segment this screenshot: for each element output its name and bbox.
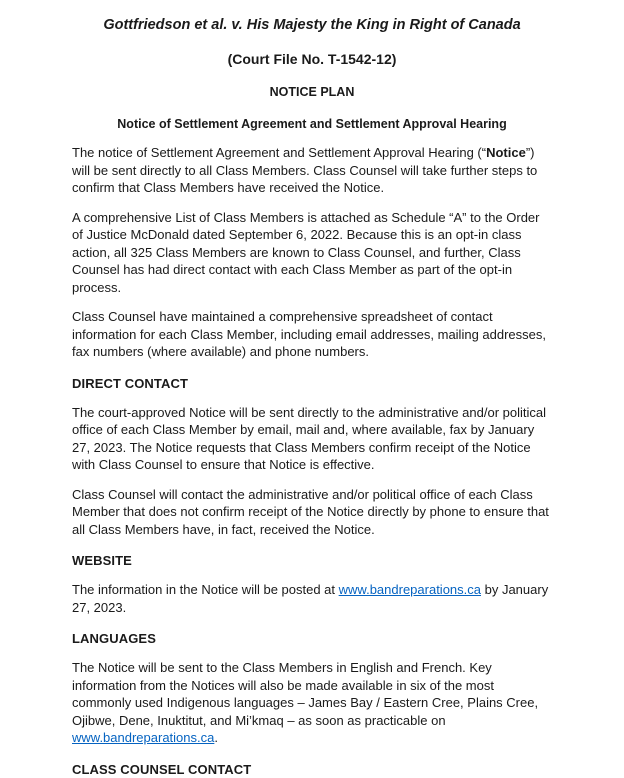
paragraph [72,209,552,297]
text-run: A comprehensive List of Class Members is attached as Schedule “A” to the Order of Justice McDonald dated September 6, 2022. Because this is an opt-in class action, all 325 Class Members are known to Class Counsel, and further, Class Counsel has had direct contact with each Class Member as part of the opt-in process. [72,209,540,295]
bandreparations-link[interactable]: www.bandreparations.ca [72,730,215,745]
paragraph [72,659,552,747]
paragraph [72,486,552,539]
section-heading: WEBSITE [72,553,132,568]
document-title: NOTICE PLAN [269,85,355,99]
text-run: ”) will be sent directly to all Class Members. Class Counsel will take further steps to confirm that Class Members have received the Notice. [72,145,538,195]
bold-text-run: Notice [486,145,526,160]
text-run: Class Counsel have maintained a comprehensive spreadsheet of contact information for each Class Member, including email addresses, mailing addresses, fax numbers (where available) and phone numbers. [72,309,546,359]
paragraph [72,404,552,474]
section-heading: DIRECT CONTACT [72,375,188,391]
document-body [72,144,552,778]
paragraph [72,308,552,361]
court-file-number: (Court File No. T-1542-12) [227,51,397,67]
section-heading: CLASS COUNSEL CONTACT [72,761,252,777]
paragraph [72,581,552,616]
section-heading: LANGUAGES [72,631,156,646]
bandreparations-link[interactable]: www.bandreparations.ca [338,582,481,597]
text-run: The Notice will be sent to the Class Members in English and French. Key information from the Notices will also be made available in six of the most commonly used Indigenous languages – James Bay / Eastern Cree, Plains Cree, Ojibwe, Dene, Inuktitut, and Mi’kmaq – as soon as practicable on [72,660,539,728]
text-run: . [214,730,218,745]
text-run: Class Counsel will contact the administrative and/or political office of each Class Member that does not confirm receipt of the Notice directly by phone to ensure that all Class Members have, in fact, received the Notice. [72,486,549,537]
paragraph [72,144,552,197]
case-title: Gottfriedson et al. v. His Majesty the King in Right of Canada [103,17,521,33]
text-run: by January 27, 2023. [72,582,549,615]
text-run: The notice of Settlement Agreement and Settlement Approval Hearing (“ [72,145,487,160]
text-run: The court-approved Notice will be sent directly to the administrative and/or political office of each Class Member by email, mail and, where available, fax by January 27, 2023. The Notice requests that Class Members confirm receipt of the Notice with Class Counsel to ensure that Notice is effective. [72,404,547,472]
text-run: The information in the Notice will be posted at [72,582,339,597]
document-subtitle: Notice of Settlement Agreement and Settlement Approval Hearing [117,117,507,131]
